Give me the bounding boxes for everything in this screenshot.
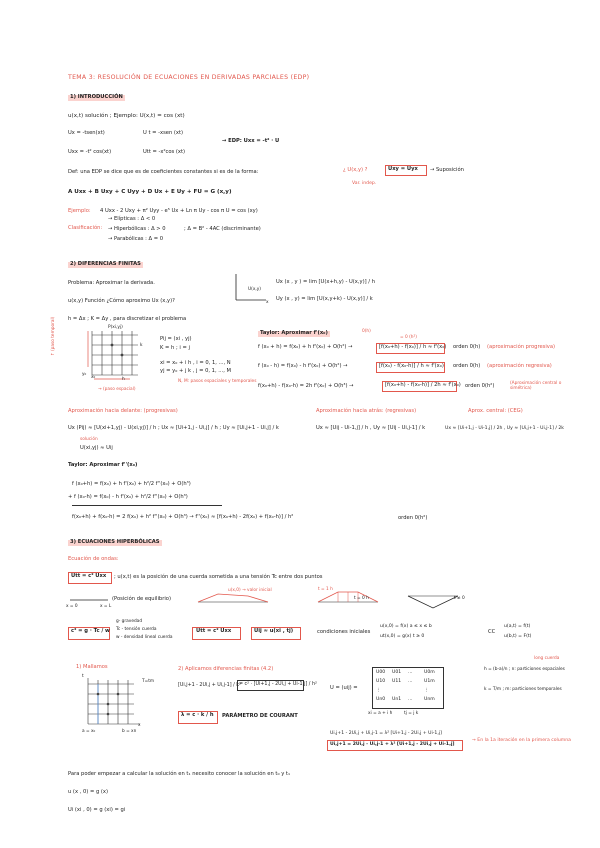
taylor1-backward-result: [f(x₀) - f(x₀-h)] / h ≈ f'(x₀) — [379, 363, 444, 369]
progresiva-formula: Ux (Pij) ≈ [U(xi+1,yj) - U(xi,yj)] / h ; Ux ≈ [Ui+1,j - Ui,j] / h ; Uy ≈ [Ui,j+1 - Ui,j] / k — [68, 425, 279, 431]
suposicion-label: → Suposición — [430, 167, 464, 173]
t0-label: t = 0 h — [354, 596, 369, 601]
nm-note: N, M: pasos espaciales y temporales — [178, 379, 257, 384]
mesh-b-label: b = xn — [122, 729, 137, 734]
section-intro-heading: 1) INTRODUCCIÓN — [70, 94, 123, 100]
matrix-cell: ⋮ — [424, 688, 429, 693]
onda-equation: Utt = c² Uxx — [71, 573, 107, 579]
forward-order: orden 0(h) — [453, 344, 481, 350]
c2-desc-w: w - densidad lineal cuerda — [116, 635, 173, 640]
diff-eq-lhs: [Ui,j+1 - 2Ui,j + Ui,j-1] / k² — [178, 683, 241, 688]
suposicion-eq: Uxy = Uyx — [388, 166, 418, 172]
intro-definition: Def: una EDP se dice que es de coeficientes constantes si es de la forma: — [68, 169, 259, 175]
matrix-cell: U0m — [424, 670, 435, 675]
matrix-lhs: U = (uij) = — [330, 685, 358, 691]
r-order: 0(h) — [362, 329, 371, 334]
section-diferencias-heading: 2) DIFERENCIAS FINITAS — [70, 261, 141, 267]
intro-question: ¿ U(x,y) ? — [343, 167, 368, 173]
tnot-label: t ≠ 0 — [454, 596, 465, 601]
grid-h-label: h — [122, 377, 125, 382]
taylor1-backward: f (x₀ - h) = f(x₀) - h f'(x₀) + O(h²) → — [258, 363, 348, 369]
matrix-cell: Un0 — [376, 697, 386, 702]
c2-desc-tc: Tc - tensión cuerda — [116, 627, 157, 632]
matrix-cell: U10 — [376, 679, 386, 684]
taylor2-line-2: + f (x₀-h) = f(x₀) - h f'(x₀) + h²/2 f''(x₀) + O(h³) — [68, 494, 188, 500]
initial-condition-discrete: Ui (xi , 0) = g (xi) = gi — [68, 807, 126, 813]
hk-text: h = Δx ; K = Δy , para discretizar el problema — [68, 316, 187, 322]
matrix-cell: U00 — [376, 670, 386, 675]
intro-uxx: Uxx = -t² cos(xt) — [68, 149, 112, 155]
intro-line-1: u(x,t) solución ; Ejemplo: U(x,t) = cos (xt) — [68, 113, 185, 119]
intro-ut: U t = -xsen (xt) — [143, 130, 184, 136]
mesh-x-label: x — [138, 723, 141, 728]
xl-label: x = L — [100, 604, 112, 609]
matrix-xi: xi = a + i h — [368, 711, 393, 716]
para-text: Para poder empezar a calcular la solución en t₁ necesito conocer la solución en t₀ y t₁ — [68, 771, 291, 777]
taylor2-heading: Taylor: Aproximar f''(x₀) — [68, 462, 138, 468]
cc-1: u(a,t) = f(t) — [504, 624, 531, 629]
r-taylor: = 0 (h²) — [400, 335, 417, 340]
section-hiperbolicas-heading: 3) ECUACIONES HIPERBÓLICAS — [70, 539, 160, 545]
mesh-t-label: t — [82, 674, 84, 679]
clas-hiperbolica: → Hiperbólicas : Δ > 0 — [108, 226, 166, 232]
axes-uxy-label: U(x,y) — [248, 287, 261, 292]
matrix-cell: Un1 — [392, 697, 402, 702]
uij-equation: Uij ≈ u(xi , tj) — [254, 628, 294, 634]
intro-utt: Utt = -x²cos (xt) — [143, 149, 186, 155]
posicion-inicial: u(x,0) → valor inicial — [228, 588, 272, 593]
onda-description: ; u(x,t) es la posición de una cuerda sometida a una tensión Tc entre dos puntos — [114, 574, 323, 580]
clas-parabolica: → Parabólicas : Δ = 0 — [108, 236, 164, 242]
aplicamos-label: 2) Aplicamos diferencias finitas (4.2) — [178, 666, 274, 672]
grid-point-label: P(xi,yj) — [108, 325, 123, 330]
long-cuerda: long cuerda — [534, 656, 560, 661]
x0-label: x = 0 — [66, 604, 78, 609]
sum-line — [72, 505, 222, 506]
cc-label: CC — [488, 629, 496, 635]
diff-eq-rhs: = c² · [Ui+1,j - 2Ui,j + Ui-1,j] / h² — [239, 682, 317, 687]
matrix-cell: ... — [408, 697, 413, 702]
intro-ux: Ux = -tsen(xt) — [68, 130, 105, 136]
taylor1-heading: Taylor: Aproximar f'(x₀) — [260, 330, 328, 336]
grid-y0-label: y₀ — [82, 372, 87, 377]
var-indep: Var. indep. — [352, 181, 377, 186]
iteration-note: → En la 1a iteración en la primera columna — [472, 738, 571, 743]
recurrence-2: Ui,j+1 = 2Ui,j - Ui,j-1 + λ² [Ui+1,j - 2Ui,j + Ui-1,j] — [330, 742, 455, 747]
particiones-temporales: k = T/m ; m: particiones temporales — [484, 687, 562, 692]
backward-order: orden 0(h) — [453, 363, 481, 369]
matrix-tj: tj = j k — [404, 711, 419, 716]
mallamos-label: 1) Mallamos — [76, 664, 108, 670]
taylor1-central-result: [f(x₀+h) - f(x₀-h)] / 2h ≈ f'(x₀) — [385, 382, 461, 388]
courant-lambda: λ = c · k / h — [181, 712, 214, 718]
taylor1-central: f(x₀+h) - f(x₀-h) = 2h f'(x₀) + O(h³) → — [258, 383, 354, 389]
taylor2-line-1: f (x₀+h) = f(x₀) + h f'(x₀) + h²/2 f''(x₀) + O(h³) — [72, 481, 191, 487]
matrix-cell: Unm — [424, 697, 435, 702]
cond-2: ut(x,0) = g(x) t ≥ 0 — [380, 634, 425, 639]
posicion-equilibrio: (Posición de equilibrio) — [112, 596, 171, 602]
matrix-cell: ... — [408, 670, 413, 675]
xi-def: xi = x₀ + i h , i = 0, 1, ..., N — [160, 360, 231, 366]
page-title: TEMA 3: RESOLUCIÓN DE ECUACIONES EN DERIVADAS PARCIALES (EDP) — [68, 74, 310, 81]
initial-condition: u (x , 0) = g (x) — [68, 789, 109, 795]
particiones-espaciales: h = (b-a)/n ; n: particiones espaciales — [484, 667, 565, 672]
central-order: orden 0(h²) — [465, 383, 495, 389]
uy-limit: Uy (x , y) = lim [U(x,y+k) - U(x,y)] / k — [276, 296, 373, 302]
mesh-T-label: T=tm — [142, 679, 155, 684]
regresiva-formula: Ux ≈ [Uij - Ui-1,j] / h , Uy ≈ [Uij - Ui,j-1] / k — [316, 425, 426, 431]
grid-x-axis-label: → (paso espacial) — [98, 387, 136, 392]
solucion-approx: U(xi,yj) ≈ Uij — [80, 445, 113, 451]
grid-y-axis-label: ↑ (paso temporal) — [51, 316, 56, 356]
central-label: Aprox. central: (CEG) — [468, 408, 523, 414]
pij-def: Pij = (xi , yj) — [160, 336, 192, 342]
cc-2: u(b,t) = F(t) — [504, 634, 532, 639]
clasificacion-label: Clasificación: — [68, 225, 103, 231]
cond-1: u(x,0) = f(x) a ≤ x ≤ b — [380, 624, 432, 629]
grid-x0-label: x₀ — [91, 375, 96, 380]
courant-label: PARÁMETRO DE COURANT — [222, 713, 298, 719]
matrix-cell: U1m — [424, 679, 435, 684]
matrix-cell: ... — [408, 679, 413, 684]
c2-formula: c² = g · Tc / w — [71, 628, 110, 634]
general-equation: A Uxx + B Uxy + C Uyy + D Ux + E Uy + FU = G (x,y) — [68, 189, 232, 195]
onda-label: Ecuación de ondas: — [68, 556, 119, 562]
utt-equation: Utt = c² Uxx — [196, 628, 232, 634]
matrix-cell: U01 — [392, 670, 402, 675]
grid-k-label: k — [140, 343, 143, 348]
solucion-label: solución — [80, 437, 98, 442]
example-equation: 4 Uxx - 2 Uxy + π² Uyy - e⁵ Ux + Ln π Uy - cos π U = cos (xy) — [100, 208, 258, 214]
mesh-a-label: a = x₀ — [82, 729, 96, 734]
taylor2-line-3: f(x₀+h) + f(x₀-h) = 2 f(x₀) + h² f''(x₀) + O(h³) → f''(x₀) ≈ [f(x₀+h) - 2f(x₀) + f(x₀-h)] / h² — [72, 514, 294, 520]
matrix-cell: U11 — [392, 679, 402, 684]
axes-x-label: x — [266, 300, 269, 305]
example-label: Ejemplo: — [68, 208, 91, 214]
clas-eliptica: → Elípticas : Δ < 0 — [108, 216, 156, 222]
taylor1-forward-result: [f(x₀+h) - f(x₀)] / h ≈ f'(x₀) — [379, 344, 447, 350]
finite-difference-grid — [86, 327, 146, 381]
forward-type: (aproximación progresiva) — [487, 344, 556, 350]
regresiva-label: Aproximación hacia atrás: (regresivas) — [316, 408, 417, 414]
taylor2-order: orden 0(h²) — [398, 515, 428, 521]
progresiva-label: Aproximación hacia delante: (progresivas) — [68, 408, 178, 414]
ux-limit: Ux (x , y ) = lim [U(x+h,y) - U(x,y)] / h — [276, 279, 375, 285]
central-type: (Aproximación central o simétrica) — [510, 381, 562, 391]
kh-def: K = h ; i = j — [160, 345, 190, 351]
taylor1-forward: f (x₀ + h) = f(x₀) + h f'(x₀) + O(h²) → — [258, 344, 353, 350]
backward-type: (aproximación regresiva) — [487, 363, 552, 369]
recurrence-1: Ui,j+1 - 2Ui,j + Ui,j-1 = λ² [Ui+1,j - 2Ui,j + Ui-1,j] — [330, 731, 442, 736]
c2-desc-g: g- gravedad — [116, 619, 143, 624]
discriminante: ; Δ = B² - 4AC (discriminante) — [184, 226, 261, 232]
problema-text: Problema: Aproximar la derivada. — [68, 280, 155, 286]
yj-def: yj = y₀ + j k , j = 0, 1, ..., M — [160, 368, 231, 374]
intro-edp: → EDP: Uxx = -t² · U — [222, 138, 280, 144]
matrix-cell: ⋮ — [376, 688, 381, 693]
t1-label: t = 1 h — [318, 587, 333, 592]
funcion-text: u(x,y) Función ¿Cómo aproximo Ux (x,y)? — [68, 298, 175, 304]
central-formula: Ux ≈ [Ui+1,j - Ui-1,j] / 2h , Uy ≈ [Ui,j+1 - Ui,j-1] / 2k — [445, 426, 564, 431]
cond-label: condiciones iniciales — [317, 629, 371, 635]
